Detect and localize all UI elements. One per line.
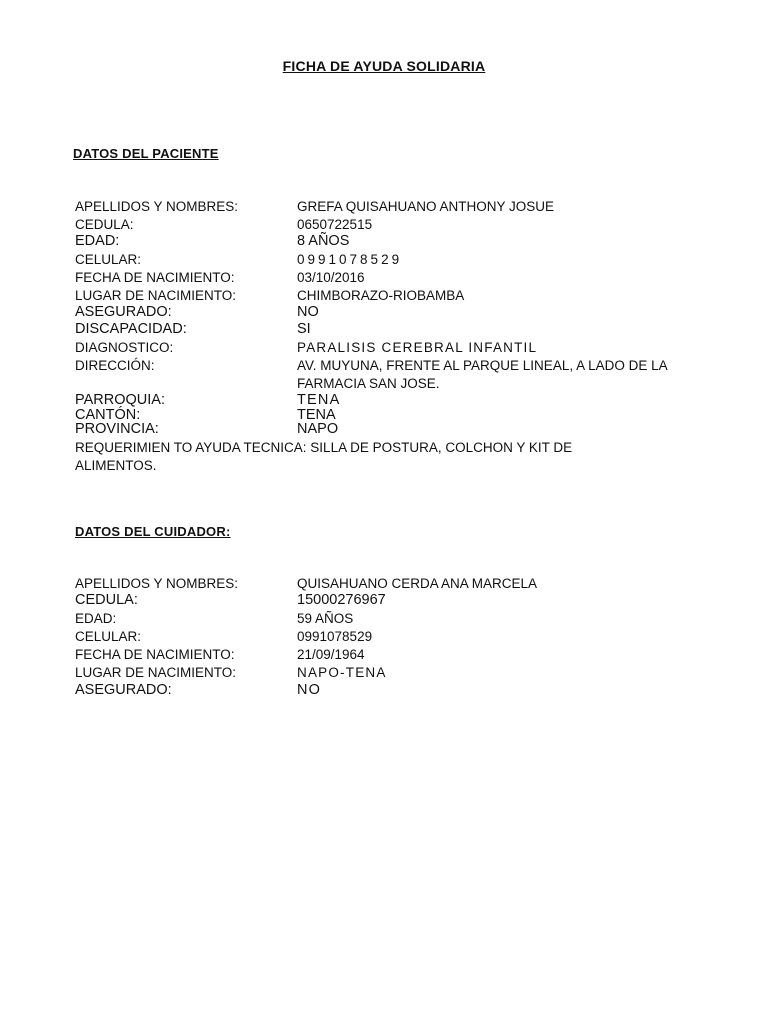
field-value: GREFA QUISAHUANO ANTHONY JOSUE	[297, 199, 555, 214]
field-label: FECHA DE NACIMIENTO:	[75, 270, 235, 285]
field-value: 8 AÑOS	[297, 233, 350, 249]
field-value: 59 AÑOS	[297, 611, 354, 626]
field-value: NO	[297, 682, 322, 698]
field-label: FECHA DE NACIMIENTO:	[75, 647, 235, 662]
field-value: CHIMBORAZO-RIOBAMBA	[297, 288, 465, 303]
field-value: 15000276967	[297, 592, 386, 608]
field-label: LUGAR DE NACIMIENTO:	[75, 665, 237, 680]
field-label: ASEGURADO:	[75, 682, 172, 698]
field-label: PARROQUIA:	[75, 392, 165, 408]
field-label: DIAGNOSTICO:	[75, 340, 174, 355]
field-label: CELULAR:	[75, 629, 142, 644]
field-label: APELLIDOS Y NOMBRES:	[75, 576, 239, 591]
field-value: NAPO	[297, 421, 339, 437]
field-value: NO	[297, 304, 319, 320]
field-label: CELULAR:	[75, 252, 142, 267]
section-heading-paciente: DATOS DEL PACIENTE	[73, 146, 219, 161]
field-value: QUISAHUANO CERDA ANA MARCELA	[297, 576, 538, 591]
field-label: DIRECCIÓN:	[75, 358, 155, 373]
field-label: DISCAPACIDAD:	[75, 321, 187, 337]
field-value: 0991078529	[297, 629, 373, 644]
document-title: FICHA DE AYUDA SOLIDARIA	[282, 58, 486, 74]
field-value: 0991078529	[297, 252, 403, 267]
field-label: CEDULA:	[75, 592, 138, 608]
field-value: TENA	[297, 392, 341, 408]
field-label: LUGAR DE NACIMIENTO:	[75, 288, 237, 303]
field-label: CEDULA:	[75, 217, 134, 232]
field-value: NAPO-TENA	[297, 665, 387, 680]
field-value: TENA	[297, 407, 336, 423]
field-value: 0650722515	[297, 217, 373, 232]
field-label: APELLIDOS Y NOMBRES:	[75, 199, 239, 214]
field-value: 03/10/2016	[297, 270, 365, 285]
field-label: EDAD:	[75, 611, 117, 626]
field-label: PROVINCIA:	[75, 421, 159, 437]
section-heading-cuidador: DATOS DEL CUIDADOR:	[75, 524, 231, 539]
field-value: 21/09/1964	[297, 647, 365, 662]
field-label: EDAD:	[75, 233, 120, 249]
field-label: ASEGURADO:	[75, 304, 172, 320]
requerimiento-text: REQUERIMIEN TO AYUDA TECNICA: SILLA DE POSTURA, COLCHON Y KIT DE ALIMENTOS.	[75, 440, 573, 473]
field-value: PARALISIS CEREBRAL INFANTIL	[297, 340, 538, 355]
field-value: SI	[297, 321, 311, 337]
field-value: AV. MUYUNA, FRENTE AL PARQUE LINEAL, A LADO DE LA FARMACIA SAN JOSE.	[297, 358, 667, 391]
field-label: CANTÓN:	[75, 407, 141, 423]
